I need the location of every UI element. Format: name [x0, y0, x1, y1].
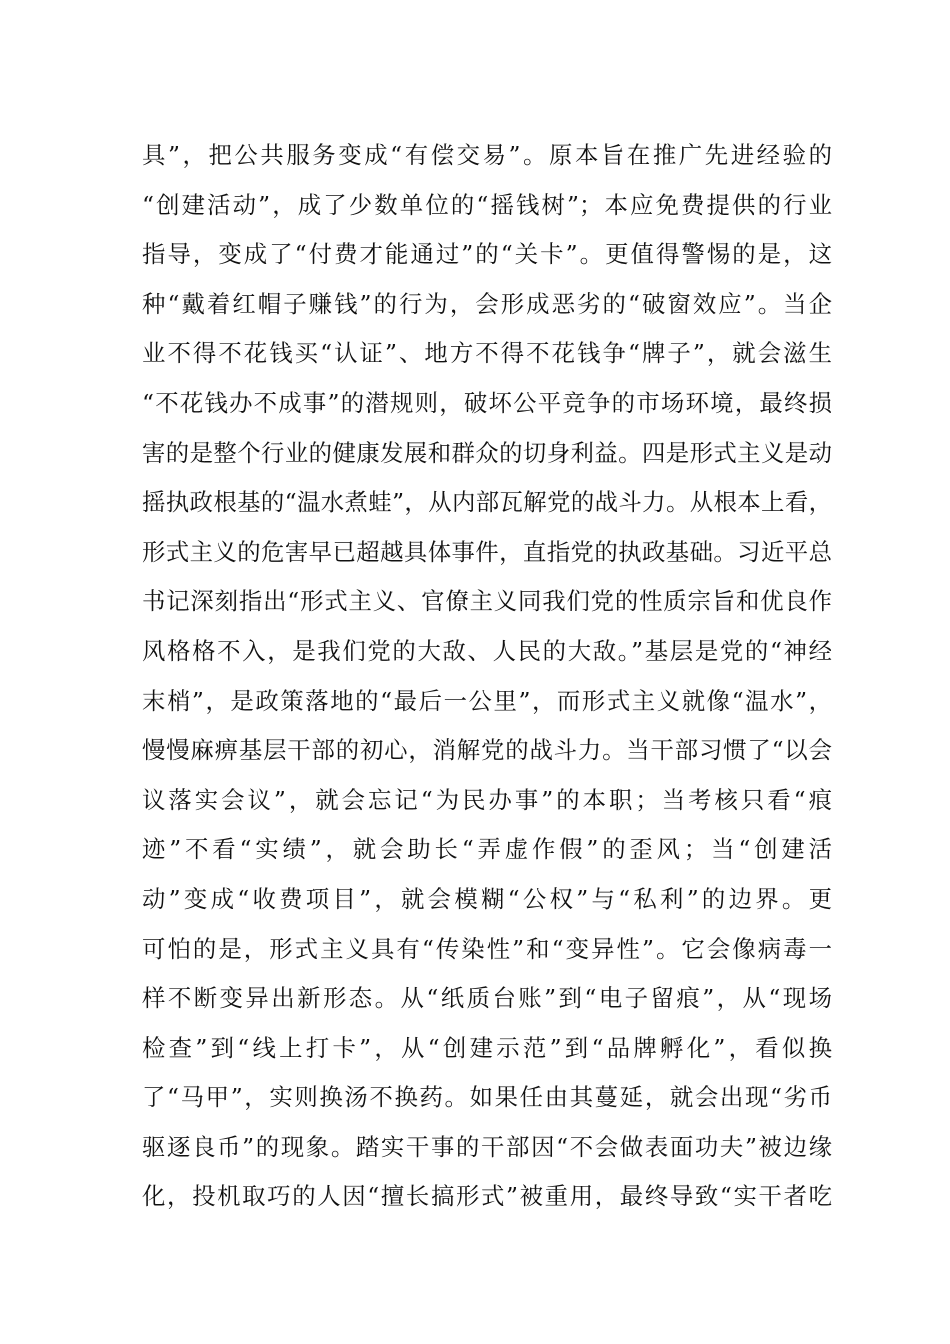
body-text	[142, 131, 832, 1222]
text-line: 慢慢麻痹基层干部的初心，消解党的战斗力。当干部习惯了“以会	[142, 736, 832, 765]
text-line: “创建活动”，成了少数单位的“摇钱树”；本应免费提供的行业	[142, 190, 832, 219]
text-line: 具”，把公共服务变成“有偿交易”。原本旨在推广先进经验的	[142, 141, 832, 169]
text-line: 驱逐良币”的现象。踏实干事的干部因“不会做表面功夫”被边缘	[142, 1132, 832, 1161]
text-line: 化，投机取巧的人因“擅长搞形式”被重用，最终导致“实干者吃	[142, 1182, 832, 1211]
text-line: 样不断变异出新形态。从“纸质台账”到“电子留痕”，从“现场	[142, 984, 832, 1013]
text-line: “不花钱办不成事”的潜规则，破坏公平竞争的市场环境，最终损	[142, 388, 832, 417]
text-line: 可怕的是，形式主义具有“传染性”和“变异性”。它会像病毒一	[142, 934, 832, 963]
text-line: 摇执政根基的“温水煮蛙”，从内部瓦解党的战斗力。从根本上看，	[142, 488, 832, 517]
text-line: 指导，变成了“付费才能通过”的“关卡”。更值得警惕的是，这	[142, 240, 832, 269]
text-line: 了“马甲”，实则换汤不换药。如果任由其蔓延，就会出现“劣币	[142, 1083, 832, 1112]
text-line: 检查”到“线上打卡”，从“创建示范”到“品牌孵化”，看似换	[142, 1033, 832, 1062]
text-line: 种“戴着红帽子赚钱”的行为，会形成恶劣的“破窗效应”。当企	[142, 289, 832, 318]
text-line: 形式主义的危害早已超越具体事件，直指党的执政基础。习近平总	[142, 537, 832, 566]
text-line: 末梢”，是政策落地的“最后一公里”，而形式主义就像“温水”，	[142, 686, 832, 715]
text-line: 风格格不入，是我们党的大敌、人民的大敌。”基层是党的“神经	[142, 636, 832, 665]
text-line: 议落实会议”，就会忘记“为民办事”的本职；当考核只看“痕	[142, 785, 832, 814]
text-line: 迹”不看“实绩”，就会助长“弄虚作假”的歪风；当“创建活	[142, 835, 832, 864]
text-line: 害的是整个行业的健康发展和群众的切身利益。四是形式主义是动	[142, 438, 832, 467]
text-line: 书记深刻指出“形式主义、官僚主义同我们党的性质宗旨和优良作	[142, 587, 832, 616]
text-line: 业不得不花钱买“认证”、地方不得不花钱争“牌子”，就会滋生	[142, 339, 832, 368]
text-line: 动”变成“收费项目”，就会模糊“公权”与“私利”的边界。更	[142, 884, 832, 913]
